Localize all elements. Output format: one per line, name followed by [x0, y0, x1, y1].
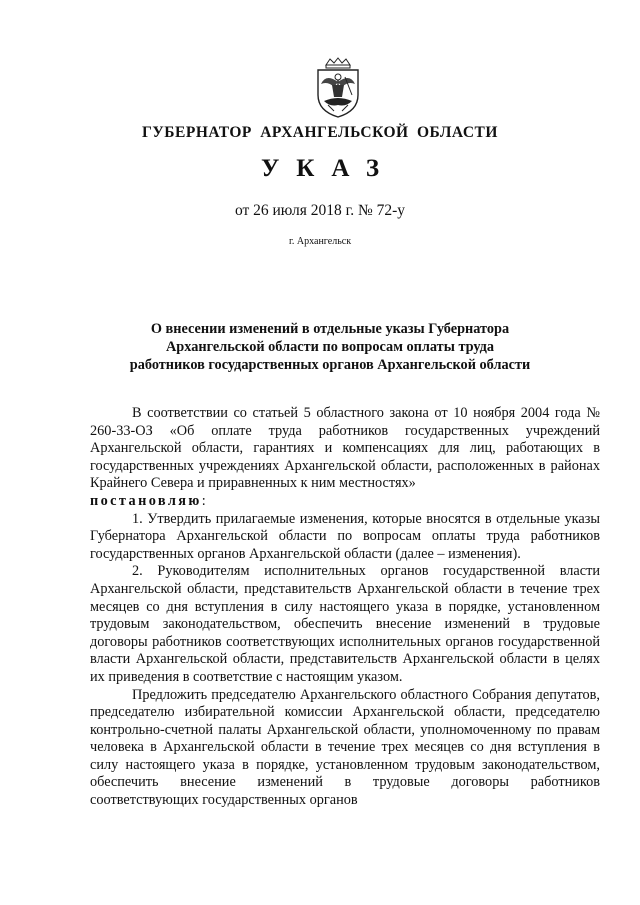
item-1-paragraph: 1. Утвердить прилагаемые изменения, которые вносятся в отдельные указы Губернатора Архангельской области по вопросам оплаты труда работников государственных органов Архангельской области (далее – изменения). [90, 510, 600, 562]
title-line: О внесении изменений в отдельные указы Губернатора [150, 321, 510, 337]
document-city: г. Архангельск [288, 236, 352, 247]
document-title [90, 320, 570, 374]
title-line: Архангельской области по вопросам оплаты труда [165, 339, 495, 355]
resolve-word: постановляю [90, 492, 202, 509]
preamble-paragraph: В соответствии со статьей 5 областного закона от 10 ноября 2004 года № 260-33-ОЗ «Об оплате труда работников государственных учреждений Архангельской области, гарантиях и компенсациях для лиц, работающих в государственных учреждениях Архангельской области, расположенных в районах Крайнего Севера и приравненных к ним местностях» [90, 405, 600, 492]
document-type-heading: УКАЗ [260, 155, 397, 182]
authority-heading: ГУБЕРНАТОР АРХАНГЕЛЬСКОЙ ОБЛАСТИ [142, 124, 498, 141]
coat-of-arms-icon [312, 57, 364, 119]
paragraph-3: Предложить председателю Архангельского областного Собрания депутатов, председателю избирательной комиссии Архангельской области, председателю контрольно-счетной палаты Архангельской области, уполномоченному по правам человека в Архангельской области в течение трех месяцев со дня вступления в силу настоящего указа в порядке, установленном трудовым законодательством, обеспечить внесение изменений в трудовые договоры работников соответствующих государственных органов [90, 686, 600, 809]
item-2-paragraph: 2. Руководителям исполнительных органов государственной власти Архангельской области, представительств Архангельской области в течение трех месяцев со дня вступления в силу настоящего указа в порядке, установленном трудовым законодательством, обеспечить внесение изменений в трудовые договоры работников соответствующих исполнительных органов государственной власти Архангельской области, представительств Архангельской области в целях их приведения в соответствие с настоящим указом. [90, 563, 600, 685]
document-body [90, 405, 600, 810]
resolve-line [90, 493, 600, 511]
title-line: работников государственных органов Архангельской области [129, 357, 531, 373]
document-date-number: от 26 июля 2018 г. № 72-у [234, 202, 406, 219]
resolve-colon: : [201, 492, 206, 509]
